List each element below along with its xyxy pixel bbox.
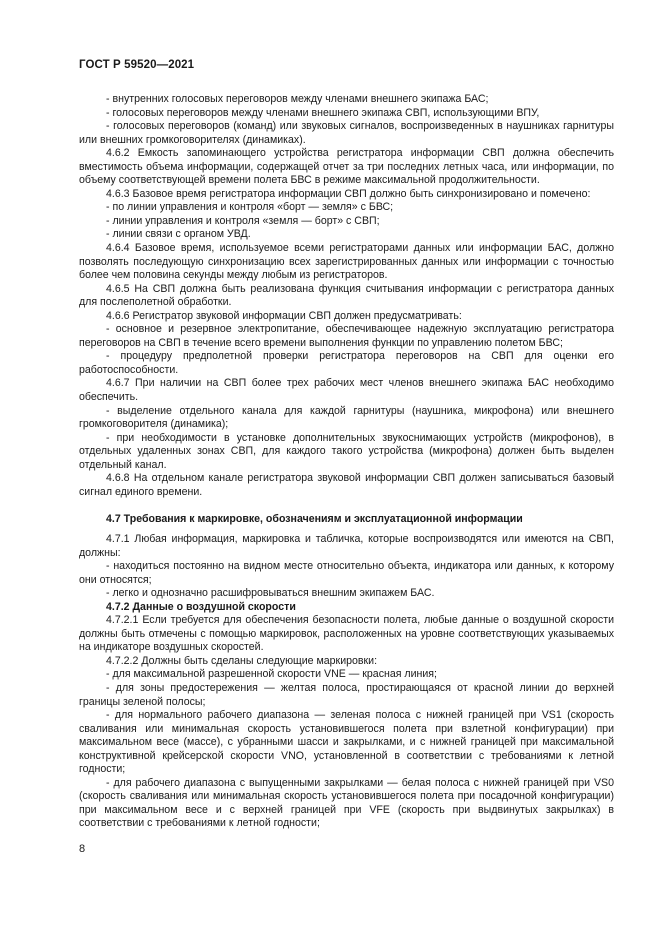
paragraph: 4.6.4 Базовое время, используемое всеми регистраторами данных или информации БАС, должно позволять последующую синхронизацию всех зарегистрированных данных или информации с точностью более чем половина секунды между любым из регистраторов. xyxy=(79,242,614,282)
paragraph: 4.6.8 На отдельном канале регистратора звуковой информации СВП должен записываться базовый сигнал единого времени. xyxy=(79,472,614,498)
section-spacer xyxy=(79,499,614,511)
paragraph: - основное и резервное электропитание, обеспечивающее надежную эксплуатацию регистратора переговоров на СВП в течение всего времени выполнения функции по управлению полетом БВС; xyxy=(79,323,614,349)
paragraph: - линии управления и контроля «земля — борт» с СВП; xyxy=(106,214,380,227)
subsection-heading: 4.7.2 Данные о воздушной скорости xyxy=(106,600,296,613)
document-body xyxy=(79,93,614,831)
paragraph: - линии связи с органом УВД. xyxy=(106,228,251,241)
document-header: ГОСТ Р 59520—2021 xyxy=(79,59,195,71)
paragraph: - для зоны предостережения — желтая полоса, простирающаяся от красной линии до верхней границы зеленой полосы; xyxy=(79,681,614,708)
paragraph: - голосовых переговоров между членами внешнего экипажа СВП, использующими ВПУ, xyxy=(106,106,540,119)
paragraph: - для нормального рабочего диапазона — зеленая полоса с нижней границей при VS1 (скорость сваливания или минимальная скорость установившегося полета при взлетной конфигурации) при максимальном весе (массе), с убранными шасси и закрылками, и с нижней границей при максимальной конструктивной крейсерской скорости VNO, установленной в соответствии с требованиями к летной годности; xyxy=(79,709,614,776)
paragraph: - для максимальной разрешенной скорости VNE — красная линия; xyxy=(106,668,437,681)
paragraph: - для рабочего диапазона с выпущенными закрылками — белая полоса с нижней границей при VS0 (скорость сваливания или минимальная скорость установившегося полета при посадочной конфигурации) при максимальном весе и с верхней границей при VFE (скорость при выдвинутых закрылках) в соответствии с требованиями к летной годности; xyxy=(79,776,614,830)
paragraph: 4.7.1 Любая информация, маркировка и табличка, которые воспроизводятся или имеются на СВП, должны: xyxy=(79,532,614,559)
paragraph: 4.6.7 При наличии на СВП более трех рабочих мест членов внешнего экипажа БАС необходимо обеспечить. xyxy=(79,377,614,404)
paragraph: 4.6.3 Базовое время регистратора информации СВП должно быть синхронизировано и помечено: xyxy=(106,187,591,200)
paragraph: 4.6.5 На СВП должна быть реализована функция считывания информации с регистратора данных для послеполетной обработки. xyxy=(79,282,614,309)
paragraph: - находиться постоянно на видном месте относительно объекта, индикатора или данных, к которому они относятся; xyxy=(79,560,614,586)
paragraph: 4.6.6 Регистратор звуковой информации СВП должен предусматривать: xyxy=(106,309,462,322)
paragraph: 4.7.2.1 Если требуется для обеспечения безопасности полета, любые данные о воздушной скорости должны быть отмечены с помощью маркировок, расположенных на уровне соответствующих указываемых на индикаторе воздушных скоростей. xyxy=(79,614,614,654)
paragraph: - выделение отдельного канала для каждой гарнитуры (наушника, микрофона) или внешнего громкоговорителя (динамика); xyxy=(79,404,614,431)
paragraph: - при необходимости в установке дополнительных звукоснимающих устройств (микрофонов), в отдельных удаленных зонах СВП, для каждого такого устройства (микрофона) должен быть выделен отдельный канал. xyxy=(79,431,614,471)
paragraph: 4.6.2 Емкость запоминающего устройства регистратора информации СВП должна обеспечить вместимость объема информации, содержащей отчет за три последних летных часа, или информации, по объему соответствующей времени полета БВС в режиме максимальной продолжительности. xyxy=(79,147,614,187)
paragraph: - легко и однозначно расшифровываться внешним экипажем БАС. xyxy=(106,587,435,600)
paragraph: - процедуру предполетной проверки регистратора переговоров на СВП для оценки его работоспособности. xyxy=(79,350,614,376)
paragraph: - внутренних голосовых переговоров между членами внешнего экипажа БАС; xyxy=(106,93,489,105)
page-number: 8 xyxy=(79,843,86,855)
paragraph: - по линии управления и контроля «борт — земля» с БВС; xyxy=(106,201,394,214)
paragraph: - голосовых переговоров (команд) или звуковых сигналов, воспроизведенных в наушниках гарнитуры или внешних громкоговорителях (динамиках). xyxy=(79,120,614,146)
section-heading: 4.7 Требования к маркировке, обозначениям и эксплуатационной информации xyxy=(106,513,523,526)
paragraph: 4.7.2.2 Должны быть сделаны следующие маркировки: xyxy=(106,654,378,667)
